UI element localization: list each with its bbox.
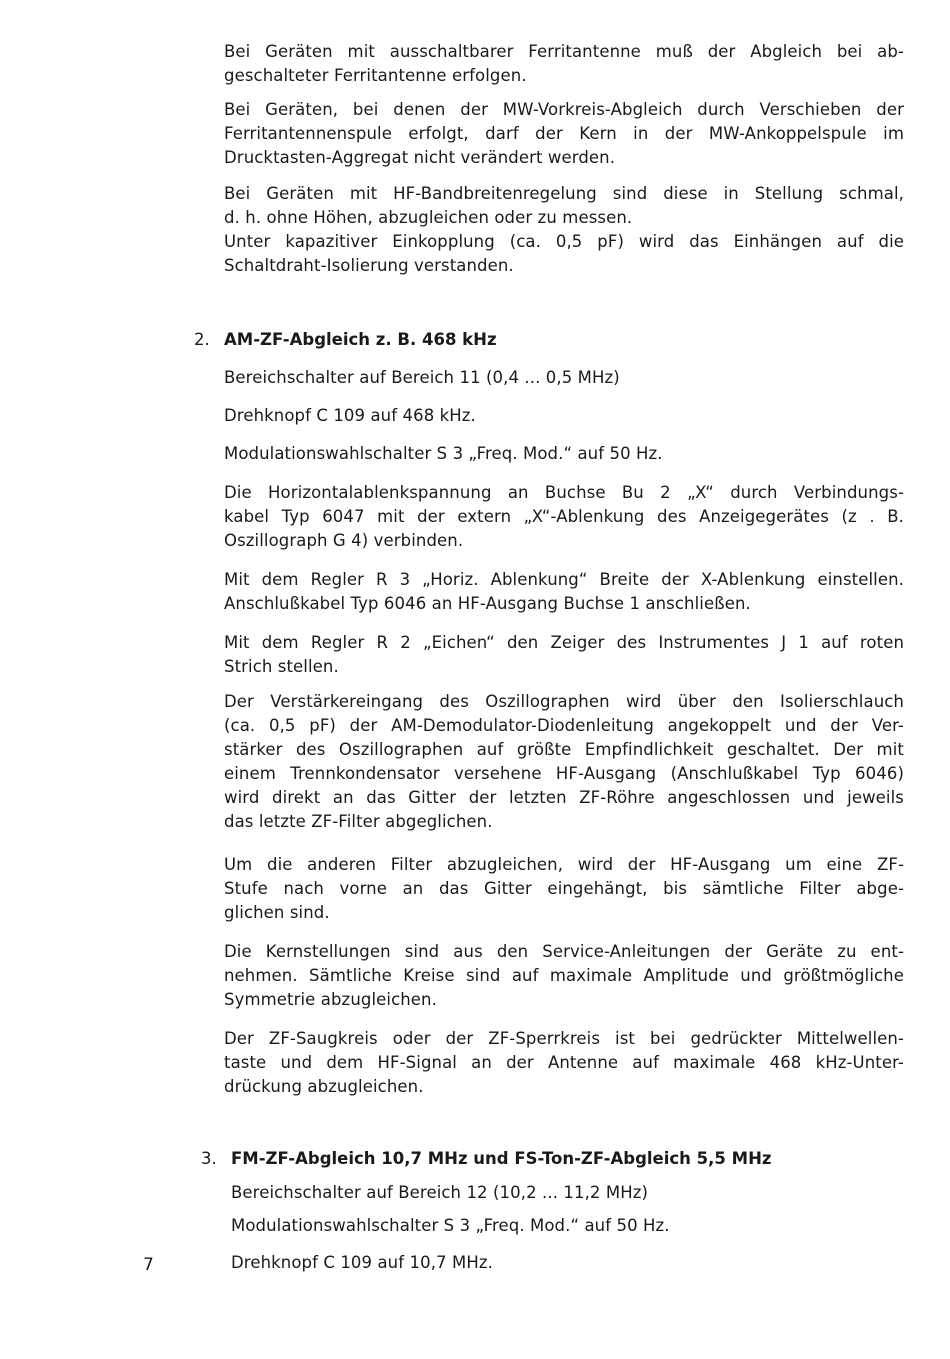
text-line: einem Trennkondensator versehene HF-Ausgang (Anschlußkabel Typ 6046) — [224, 764, 904, 783]
text-line: Der ZF-Saugkreis oder der ZF-Sperrkreis ist bei gedrückter Mittelwellen- — [224, 1029, 904, 1048]
text-line: Ferritantennenspule erfolgt, darf der Kern in der MW-Ankoppelspule im — [224, 124, 904, 143]
s2-paragraph-4 — [224, 481, 904, 553]
s3-paragraph-3 — [231, 1251, 911, 1275]
text-line: Modulationswahlschalter S 3 „Freq. Mod.“ auf 50 Hz. — [231, 1216, 670, 1235]
text-line: stärker des Oszillographen auf größte Empfindlichkeit geschaltet. Der mit — [224, 740, 904, 759]
text-line: wird direkt an das Gitter der letzten ZF-Röhre angeschlossen und jeweils — [224, 788, 904, 807]
section-3-heading — [201, 1147, 771, 1171]
text-line: Strich stellen. — [224, 657, 339, 676]
intro-paragraph-4 — [224, 230, 904, 278]
text-line: Oszillograph G 4) verbinden. — [224, 531, 464, 550]
section-title: FM-ZF-Abgleich 10,7 MHz und FS-Ton-ZF-Abgleich 5,5 MHz — [231, 1149, 772, 1168]
text-line: Bei Geräten mit ausschaltbarer Ferritantenne muß der Abgleich bei ab- — [224, 42, 904, 61]
text-line: Unter kapazitiver Einkopplung (ca. 0,5 pF) wird das Einhängen auf die — [224, 232, 904, 251]
text-line: Drucktasten-Aggregat nicht verändert werden. — [224, 148, 616, 167]
text-line: Bereichschalter auf Bereich 11 (0,4 ... 0,5 MHz) — [224, 368, 620, 387]
text-line: glichen sind. — [224, 903, 330, 922]
text-line: Anschlußkabel Typ 6046 an HF-Ausgang Buchse 1 anschließen. — [224, 594, 751, 613]
text-line: Schaltdraht-Isolierung verstanden. — [224, 256, 514, 275]
s2-paragraph-10 — [224, 1027, 904, 1099]
text-line: taste und dem HF-Signal an der Antenne auf maximale 468 kHz-Unter- — [224, 1053, 904, 1072]
s2-paragraph-3 — [224, 442, 904, 466]
intro-paragraph-1 — [224, 40, 904, 88]
page-number: 7 — [143, 1255, 154, 1275]
text-line: das letzte ZF-Filter abgeglichen. — [224, 812, 493, 831]
text-line: Symmetrie abzugleichen. — [224, 990, 437, 1009]
s2-paragraph-1 — [224, 366, 904, 390]
text-line: Bei Geräten mit HF-Bandbreitenregelung sind diese in Stellung schmal, — [224, 184, 904, 203]
text-line: Bereichschalter auf Bereich 12 (10,2 ... 11,2 MHz) — [231, 1183, 649, 1202]
s2-paragraph-9 — [224, 940, 904, 1012]
text-line: (ca. 0,5 pF) der AM-Demodulator-Diodenleitung angekoppelt und der Ver- — [224, 716, 904, 735]
section-title: AM-ZF-Abgleich z. B. 468 kHz — [224, 330, 497, 349]
section-2-heading — [194, 328, 497, 352]
text-line: d. h. ohne Höhen, abzugleichen oder zu messen. — [224, 208, 633, 227]
s2-paragraph-2 — [224, 404, 904, 428]
s3-paragraph-1 — [231, 1181, 911, 1205]
text-line: Drehknopf C 109 auf 468 kHz. — [224, 406, 476, 425]
text-line: Modulationswahlschalter S 3 „Freq. Mod.“ auf 50 Hz. — [224, 444, 663, 463]
text-line: Stufe nach vorne an das Gitter eingehängt, bis sämtliche Filter abge- — [224, 879, 904, 898]
text-line: Der Verstärkereingang des Oszillographen wird über den Isolierschlauch — [224, 692, 904, 711]
text-line: drückung abzugleichen. — [224, 1077, 424, 1096]
s2-paragraph-5 — [224, 568, 904, 616]
text-line: Die Kernstellungen sind aus den Service-Anleitungen der Geräte zu ent- — [224, 942, 904, 961]
text-line: Bei Geräten, bei denen der MW-Vorkreis-Abgleich durch Verschieben der — [224, 100, 904, 119]
text-line: Mit dem Regler R 2 „Eichen“ den Zeiger des Instrumentes J 1 auf roten — [224, 633, 904, 652]
intro-paragraph-2 — [224, 98, 904, 170]
s2-paragraph-7 — [224, 690, 904, 834]
intro-paragraph-3 — [224, 182, 904, 230]
text-line: kabel Typ 6047 mit der extern „X“-Ablenkung des Anzeigegerätes (z . B. — [224, 507, 904, 526]
s3-paragraph-2 — [231, 1214, 911, 1238]
s2-paragraph-6 — [224, 631, 904, 679]
text-line: Drehknopf C 109 auf 10,7 MHz. — [231, 1253, 493, 1272]
text-line: geschalteter Ferritantenne erfolgen. — [224, 66, 527, 85]
s2-paragraph-8 — [224, 853, 904, 925]
text-line: Um die anderen Filter abzugleichen, wird der HF-Ausgang um eine ZF- — [224, 855, 904, 874]
section-number: 2. — [194, 330, 210, 349]
section-number: 3. — [201, 1149, 217, 1168]
text-line: nehmen. Sämtliche Kreise sind auf maximale Amplitude und größtmögliche — [224, 966, 904, 985]
text-line: Mit dem Regler R 3 „Horiz. Ablenkung“ Breite der X-Ablenkung einstellen. — [224, 570, 904, 589]
text-line: Die Horizontalablenkspannung an Buchse Bu 2 „X“ durch Verbindungs- — [224, 483, 904, 502]
